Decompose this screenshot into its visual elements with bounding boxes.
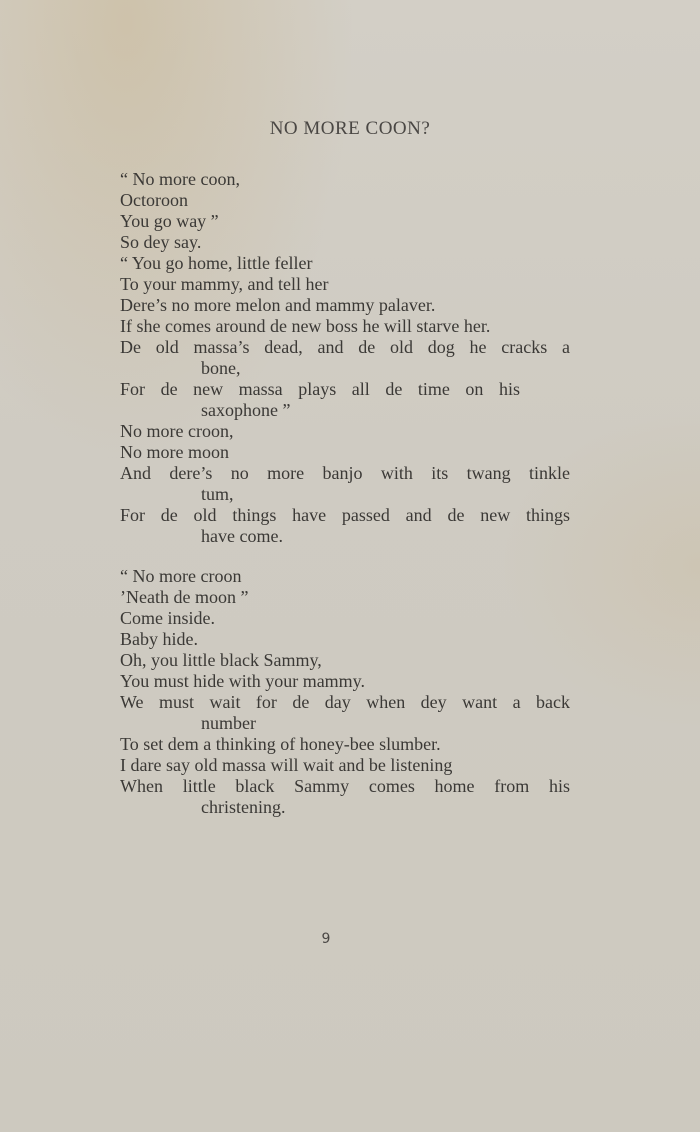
poem-line: We must wait for de day when dey want a back [120,692,570,712]
poem-line-continuation: tum, [201,484,234,504]
poem-line-continuation: christening. [201,797,286,817]
poem-line: De old massa’s dead, and de old dog he cracks a [120,337,570,357]
poem-line: For de old things have passed and de new things [120,505,570,525]
poem-line-continuation: bone, [201,358,241,378]
poem-line: “ You go home, little feller [120,253,313,273]
poem-line: No more croon, [120,421,234,441]
poem-line: So dey say. [120,232,202,252]
poem-line: You must hide with your mammy. [120,671,366,691]
poem-line: If she comes around de new boss he will starve her. [120,316,491,336]
poem-line: No more moon [120,442,229,462]
poem-line: To your mammy, and tell her [120,274,329,294]
stanza-2 [120,566,580,818]
poem-line: Baby hide. [120,629,198,649]
poem-line: You go way ” [120,211,219,231]
poem-line: “ No more coon, [120,169,240,189]
poem-line: Octoroon [120,190,188,210]
poem-line-continuation: saxophone ” [201,400,291,420]
poem-title: NO MORE COON? [269,118,431,139]
poem-line-continuation: number [201,713,256,733]
page-number: 9 [321,931,331,947]
poem-line: To set dem a thinking of honey-bee slumber. [120,734,441,754]
poem-line: I dare say old massa will wait and be listening [120,755,453,775]
poem-line-continuation: have come. [201,526,283,546]
poem-line: “ No more croon [120,566,242,586]
poem-line: For de new massa plays all de time on his [120,379,520,399]
poem-body [120,169,580,818]
stanza-1 [120,169,580,547]
poem-line: Come inside. [120,608,215,628]
poem-line: ’Neath de moon ” [120,587,249,607]
poem-line: And dere’s no more banjo with its twang tinkle [120,463,570,483]
poem-line: Dere’s no more melon and mammy palaver. [120,295,436,315]
poem-line: When little black Sammy comes home from his [120,776,570,796]
poem-line: Oh, you little black Sammy, [120,650,322,670]
